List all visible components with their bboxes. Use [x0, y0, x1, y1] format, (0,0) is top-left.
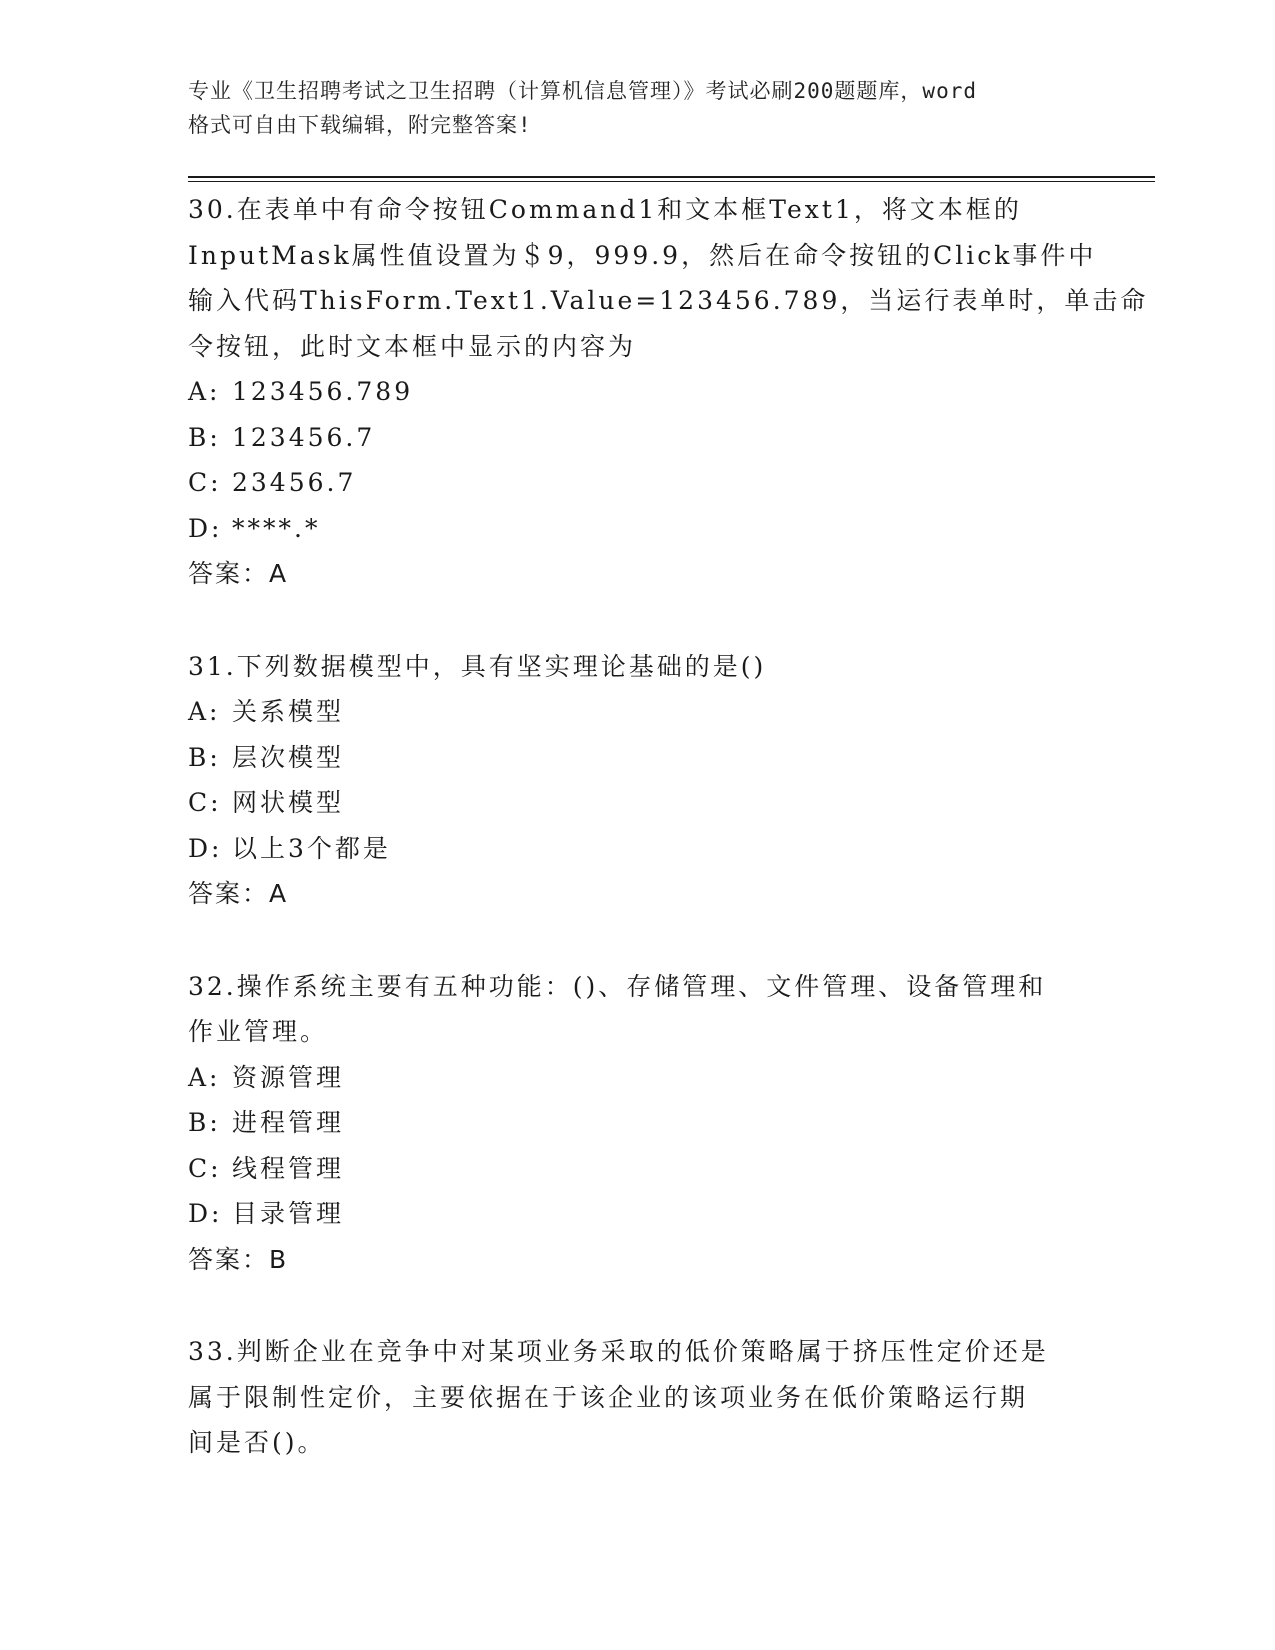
option-label: D: — [188, 1199, 223, 1228]
question-text-line: 32.操作系统主要有五种功能：()、存储管理、文件管理、设备管理和 — [188, 971, 1047, 1001]
question-text-line: 输入代码ThisForm.Text1.Value=123456.789，当运行表单时，单击命 — [188, 286, 1149, 315]
option-a — [188, 689, 1088, 735]
option-label: C: — [188, 468, 222, 497]
option-text: 123456.7 — [232, 422, 376, 452]
option-c — [188, 780, 1088, 826]
question-text-line: InputMask属性值设置为＄9，999.9，然后在命令按钮的Click事件中 — [188, 240, 1097, 270]
document-header — [188, 74, 1088, 142]
header-line-1: 专业《卫生招聘考试之卫生招聘（计算机信息管理）》考试必刷200题题库，word — [188, 79, 977, 103]
question-text-line: 33.判断企业在竞争中对某项业务采取的低价策略属于挤压性定价还是 — [188, 1337, 1049, 1366]
option-text: 网状模型 — [232, 788, 345, 817]
option-label: C: — [188, 1153, 222, 1183]
question-33 — [188, 1329, 1088, 1466]
question-text-line: 31.下列数据模型中，具有坚实理论基础的是() — [188, 651, 767, 681]
question-text-line: 作业管理。 — [188, 1017, 329, 1046]
header-divider-thin — [188, 181, 1155, 182]
option-a — [188, 369, 1088, 415]
option-label: A: — [188, 377, 221, 406]
question-32 — [188, 964, 1088, 1283]
option-text: 线程管理 — [232, 1153, 345, 1183]
option-b — [188, 415, 1088, 461]
option-c — [188, 460, 1088, 506]
option-text: 以上3个都是 — [232, 833, 391, 863]
option-label: B: — [188, 742, 221, 772]
question-text-line: 令按钮，此时文本框中显示的内容为 — [188, 331, 637, 361]
question-text-line: 30.在表单中有命令按钮Command1和文本框Text1，将文本框的 — [188, 195, 1022, 224]
option-d — [188, 826, 1088, 872]
answer-line: 答案：A — [188, 879, 289, 908]
header-divider-thick — [188, 176, 1155, 178]
option-label: D: — [188, 513, 223, 543]
option-label: B: — [188, 422, 221, 452]
option-text: 23456.7 — [232, 468, 357, 497]
question-text-line: 属于限制性定价，主要依据在于该企业的该项业务在低价策略运行期 — [188, 1382, 1029, 1412]
question-text-line: 间是否()。 — [188, 1428, 326, 1457]
option-text: 进程管理 — [232, 1108, 345, 1137]
option-b — [188, 735, 1088, 781]
option-text: 层次模型 — [232, 742, 345, 772]
option-d — [188, 1191, 1088, 1237]
option-text: 目录管理 — [232, 1199, 345, 1228]
answer-line: 答案：A — [188, 559, 289, 588]
question-30 — [188, 187, 1149, 597]
option-c — [188, 1146, 1088, 1192]
option-label: C: — [188, 788, 222, 817]
answer-line: 答案：B — [188, 1244, 289, 1274]
option-text: 资源管理 — [232, 1062, 345, 1092]
question-list — [188, 187, 1149, 1513]
option-label: A: — [188, 1062, 221, 1092]
header-line-2: 格式可自由下载编辑，附完整答案! — [188, 113, 532, 137]
option-label: D: — [188, 833, 223, 863]
question-31 — [188, 644, 1088, 917]
option-d — [188, 506, 1088, 552]
option-b — [188, 1100, 1088, 1146]
option-text: 关系模型 — [232, 697, 345, 726]
option-text: 123456.789 — [232, 377, 414, 406]
option-label: B: — [188, 1108, 221, 1137]
option-text: ****.* — [232, 513, 321, 543]
option-a — [188, 1055, 1088, 1101]
option-label: A: — [188, 697, 221, 726]
